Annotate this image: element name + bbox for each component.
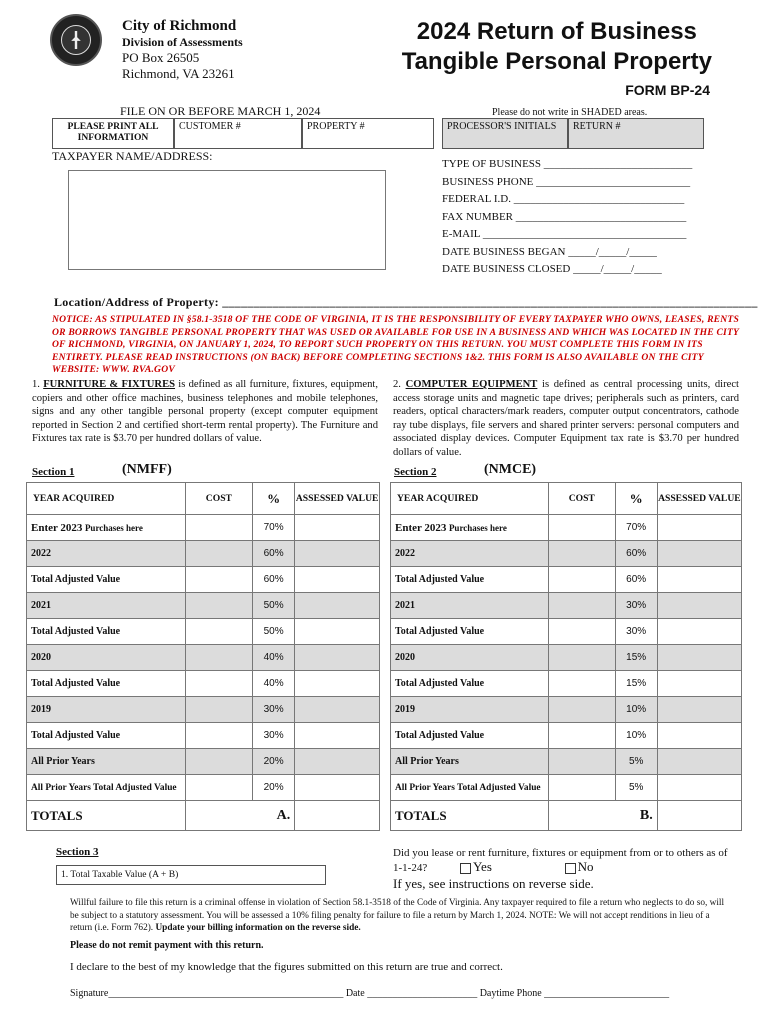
yes-checkbox[interactable] xyxy=(460,863,471,874)
table-row xyxy=(391,619,742,645)
print-all-label: PLEASE PRINT ALL INFORMATION xyxy=(52,118,174,149)
percent-cell: 30% xyxy=(252,723,294,749)
percent-cell: 10% xyxy=(615,697,657,723)
percent-cell: 20% xyxy=(252,749,294,775)
totals-label: TOTALS xyxy=(27,801,186,831)
city-name: City of Richmond xyxy=(122,18,237,34)
furniture-text: is defined as all furniture, fixtures, equipment, copiers and other office machines, business telephones and mobile telephones, signs and any other tangible personal property (except computer equipment reported in Section 2 and certified short-term rental property). The Furniture and Fixtures tax rate is $3.70 per hundred dollars of value. xyxy=(32,379,378,444)
if-yes-note: If yes, see instructions on reverse side. xyxy=(393,876,594,891)
table-row xyxy=(391,541,742,567)
city-seal-logo xyxy=(50,14,102,66)
furniture-definition xyxy=(32,378,378,446)
table-row xyxy=(27,567,380,593)
section-1-title: Section 1 xyxy=(32,466,75,478)
cost-cell[interactable] xyxy=(185,515,252,541)
cost-cell xyxy=(185,697,252,723)
lease-question xyxy=(393,846,733,875)
computer-definition xyxy=(393,378,739,459)
year-acquired-header: YEAR ACQUIRED xyxy=(27,483,186,515)
furniture-num: 1. xyxy=(32,379,40,390)
signature-line[interactable]: Signature_______________________________________________ Date ______________________ Daytime Phone _________________________ xyxy=(70,988,670,999)
year-label: Total Adjusted Value xyxy=(391,619,549,645)
cost-cell xyxy=(185,593,252,619)
assessed-cell[interactable] xyxy=(295,619,380,645)
year-label: Total Adjusted Value xyxy=(391,567,549,593)
po-box: PO Box 26505 xyxy=(122,50,200,65)
taxpayer-address-box[interactable] xyxy=(68,170,386,270)
assessed-cell xyxy=(295,541,380,567)
table-row xyxy=(391,567,742,593)
year-label: Total Adjusted Value xyxy=(27,723,186,749)
cost-cell[interactable] xyxy=(185,671,252,697)
cost-cell[interactable] xyxy=(548,567,615,593)
year-label: Total Adjusted Value xyxy=(391,723,549,749)
table-row xyxy=(391,775,742,801)
cost-cell xyxy=(548,593,615,619)
taxpayer-label: TAXPAYER NAME/ADDRESS: xyxy=(52,149,213,163)
table-row xyxy=(27,723,380,749)
computer-heading: COMPUTER EQUIPMENT xyxy=(405,379,538,390)
assessed-cell xyxy=(295,697,380,723)
assessed-cell[interactable] xyxy=(657,671,741,697)
no-label: No xyxy=(577,859,594,874)
assessed-cell[interactable] xyxy=(657,723,741,749)
section-3-title: Section 3 xyxy=(56,846,99,858)
table-row xyxy=(391,593,742,619)
cost-cell[interactable] xyxy=(548,619,615,645)
cost-header: COST xyxy=(548,483,615,515)
percent-cell: 5% xyxy=(615,775,657,801)
title-line-1: 2024 Return of Business xyxy=(416,18,697,45)
year-label: 2021 xyxy=(391,593,549,619)
percent-cell: 40% xyxy=(252,671,294,697)
year-label: 2022 xyxy=(27,541,186,567)
assessed-cell[interactable] xyxy=(295,567,380,593)
cost-cell xyxy=(548,749,615,775)
table-row xyxy=(391,645,742,671)
cost-cell[interactable] xyxy=(185,619,252,645)
assessed-cell xyxy=(657,697,741,723)
email-field[interactable]: E-MAIL _____________________________________ xyxy=(442,228,687,240)
percent-cell: 60% xyxy=(615,541,657,567)
year-label: Total Adjusted Value xyxy=(27,619,186,645)
assessed-cell xyxy=(295,593,380,619)
total-taxable-value-field[interactable]: 1. Total Taxable Value (A + B) xyxy=(56,865,326,885)
return-number-field: RETURN # xyxy=(568,118,704,149)
form-number: FORM BP-24 xyxy=(625,82,710,98)
percent-cell: 15% xyxy=(615,645,657,671)
cost-cell xyxy=(548,645,615,671)
cost-cell xyxy=(185,645,252,671)
cost-cell xyxy=(548,697,615,723)
cost-cell[interactable] xyxy=(548,723,615,749)
processor-initials-field: PROCESSOR'S INITIALS xyxy=(442,118,568,149)
percent-cell: 15% xyxy=(615,671,657,697)
table-row xyxy=(27,619,380,645)
table-row xyxy=(27,749,380,775)
assessed-value-header: ASSESSED VALUE xyxy=(657,483,741,515)
assessed-cell xyxy=(657,593,741,619)
date-began-field[interactable]: DATE BUSINESS BEGAN _____/_____/_____ xyxy=(442,245,657,258)
totals-value-cell[interactable] xyxy=(657,801,741,831)
assessed-value-header: ASSESSED VALUE xyxy=(295,483,380,515)
cost-cell[interactable] xyxy=(548,671,615,697)
cost-cell[interactable] xyxy=(548,515,615,541)
year-label: 2022 xyxy=(391,541,549,567)
business-info xyxy=(442,156,692,279)
percent-cell: 70% xyxy=(252,515,294,541)
table-row xyxy=(27,593,380,619)
year-label: All Prior Years xyxy=(27,749,186,775)
customer-number-field[interactable]: CUSTOMER # xyxy=(174,118,302,149)
totals-cost-cell xyxy=(185,801,252,831)
cost-header: COST xyxy=(185,483,252,515)
cost-cell xyxy=(185,749,252,775)
totals-value-cell[interactable] xyxy=(295,801,380,831)
table-row xyxy=(391,723,742,749)
totals-row xyxy=(391,801,742,831)
assessed-cell[interactable] xyxy=(295,515,380,541)
cost-cell[interactable] xyxy=(185,723,252,749)
assessed-cell[interactable] xyxy=(657,567,741,593)
form-title xyxy=(402,17,712,77)
assessed-cell xyxy=(295,749,380,775)
percent-cell: 70% xyxy=(615,515,657,541)
percent-cell: 5% xyxy=(615,749,657,775)
table-row xyxy=(27,775,380,801)
year-label: All Prior Years xyxy=(391,749,549,775)
table-row xyxy=(391,697,742,723)
section-2-abbr: (NMCE) xyxy=(484,462,537,477)
year-acquired-header: YEAR ACQUIRED xyxy=(391,483,549,515)
year-label: Total Adjusted Value xyxy=(391,671,549,697)
property-number-field[interactable]: PROPERTY # xyxy=(302,118,434,149)
year-label: Total Adjusted Value xyxy=(27,567,186,593)
file-deadline: FILE ON OR BEFORE MARCH 1, 2024 xyxy=(120,104,321,118)
totals-row xyxy=(27,801,380,831)
willful-body: Willful failure to file this return is a criminal offense in violation of Section 58.1-3518 of the Code of Virginia. Any taxpayer required to file a return who neglects to do so, will be subject to a statutory assessment. You will be assessed a 10% filing penalty for failure to file a return by March 1, 2024. NOTE: We will not accept renditions in lieu of a return (i.e. Form 762). xyxy=(70,898,725,933)
table-row xyxy=(27,541,380,567)
percent-cell: 10% xyxy=(615,723,657,749)
federal-id-field[interactable]: FEDERAL I.D. _______________________________ xyxy=(442,193,685,205)
percent-cell: 60% xyxy=(615,567,657,593)
cost-cell[interactable] xyxy=(185,567,252,593)
date-closed-field[interactable]: DATE BUSINESS CLOSED _____/_____/_____ xyxy=(442,263,662,275)
assessed-cell[interactable] xyxy=(295,671,380,697)
assessed-cell xyxy=(657,541,741,567)
percent-cell: 60% xyxy=(252,567,294,593)
table-row xyxy=(27,697,380,723)
furniture-table xyxy=(26,482,380,831)
table-row xyxy=(27,645,380,671)
assessed-cell[interactable] xyxy=(295,723,380,749)
willful-failure-text xyxy=(70,897,730,935)
assessed-cell xyxy=(295,645,380,671)
table-row xyxy=(391,671,742,697)
lease-question-text: Did you lease or rent furniture, fixtures or equipment from or to others as of 1-1-24? xyxy=(393,847,728,874)
percent-header: % xyxy=(252,483,294,515)
totals-cost-cell xyxy=(548,801,615,831)
section-2-title: Section 2 xyxy=(394,466,437,478)
assessed-cell[interactable] xyxy=(657,619,741,645)
totals-letter: A. xyxy=(252,801,294,831)
assessed-cell[interactable] xyxy=(657,775,741,801)
year-label: All Prior Years Total Adjusted Value xyxy=(27,775,186,801)
percent-cell: 20% xyxy=(252,775,294,801)
table-row xyxy=(27,671,380,697)
computer-num: 2. xyxy=(393,379,401,390)
yes-label: Yes xyxy=(472,859,492,874)
year-label: 2021 xyxy=(27,593,186,619)
section-3-label xyxy=(56,846,98,858)
fax-number-field[interactable]: FAX NUMBER _______________________________ xyxy=(442,210,687,223)
cost-cell[interactable] xyxy=(548,775,615,801)
year-label: 2019 xyxy=(27,697,186,723)
declaration: I declare to the best of my knowledge that the figures submitted on this return are true and correct. xyxy=(70,961,503,973)
percent-cell: 40% xyxy=(252,645,294,671)
year-label: 2019 xyxy=(391,697,549,723)
yes-option[interactable] xyxy=(460,859,492,874)
year-label: All Prior Years Total Adjusted Value xyxy=(391,775,549,801)
assessed-cell xyxy=(657,749,741,775)
percent-header: % xyxy=(615,483,657,515)
location-field[interactable]: Location/Address of Property: _____________________________________________________________________________________ xyxy=(54,295,758,309)
totals-letter: B. xyxy=(615,801,657,831)
section-1-abbr: (NMFF) xyxy=(122,462,172,477)
percent-cell: 50% xyxy=(252,619,294,645)
totals-label: TOTALS xyxy=(391,801,549,831)
computer-table xyxy=(390,482,742,831)
no-option[interactable] xyxy=(565,859,594,874)
section-1-label xyxy=(32,466,74,478)
computer-text: is defined as central processing units, direct access storage units and magnetic tape drives; peripherals such as printers, card readers, optical characters/mark readers, computer output concentrators, cathode ray tube displays, file servers and shared printer servers: personal computers and associated display devices. Computer Equipment tax rate is $3.70 per hundred dollars of value. xyxy=(393,379,739,458)
percent-cell: 30% xyxy=(615,619,657,645)
division-name: Division of Assessments xyxy=(122,35,243,49)
assessed-cell[interactable] xyxy=(657,515,741,541)
cost-cell[interactable] xyxy=(185,775,252,801)
year-label: Enter 2023 Purchases here xyxy=(391,515,549,541)
percent-cell: 30% xyxy=(615,593,657,619)
no-checkbox[interactable] xyxy=(565,863,576,874)
remit-note: Please do not remit payment with this return. xyxy=(70,940,264,951)
year-label: Total Adjusted Value xyxy=(27,671,186,697)
business-phone-field[interactable]: BUSINESS PHONE ____________________________ xyxy=(442,175,691,188)
percent-cell: 30% xyxy=(252,697,294,723)
header-address xyxy=(122,18,243,82)
cost-cell xyxy=(548,541,615,567)
cost-cell xyxy=(185,541,252,567)
year-label: 2020 xyxy=(27,645,186,671)
furniture-heading: FURNITURE & FIXTURES xyxy=(43,379,176,390)
year-label: Enter 2023 Purchases here xyxy=(27,515,186,541)
shaded-note: Please do not write in SHADED areas. xyxy=(492,107,648,118)
section-2-label xyxy=(394,466,436,478)
title-line-2: Tangible Personal Property xyxy=(401,48,712,75)
percent-cell: 60% xyxy=(252,541,294,567)
year-label: 2020 xyxy=(391,645,549,671)
city-state: Richmond, VA 23261 xyxy=(122,66,235,81)
percent-cell: 50% xyxy=(252,593,294,619)
notice-text: NOTICE: AS STIPULATED IN §58.1-3518 OF THE CODE OF VIRGINIA, IT IS THE RESPONSIBILITY OF EVERY TAXPAYER WHO OWNS, LEASES, RENTS OR BORROWS TANGIBLE PERSONAL PROPERTY THAT WAS USED OR AVAILABLE FOR USE IN A BUSINESS AND WHICH WAS LOCATED IN THE CITY OF RICHMOND, VIRGINIA, ON JANUARY 1, 2024, TO REPORT SUCH PROPERTY ON THIS RETURN. YOU MUST COMPLETE THIS FORM IN ITS ENTIRETY. PLEASE READ INSTRUCTIONS (ON BACK) BEFORE COMPLETING SECTIONS 1&2. THIS FORM IS ALSO AVAILABLE ON THE CITY WEBSITE: WWW. RVA.GOV xyxy=(52,314,739,375)
business-type-field[interactable]: TYPE OF BUSINESS ___________________________ xyxy=(442,158,693,170)
assessed-cell xyxy=(657,645,741,671)
billing-update-note: Update your billing information on the reverse side. xyxy=(155,923,361,933)
assessed-cell[interactable] xyxy=(295,775,380,801)
table-row xyxy=(391,749,742,775)
